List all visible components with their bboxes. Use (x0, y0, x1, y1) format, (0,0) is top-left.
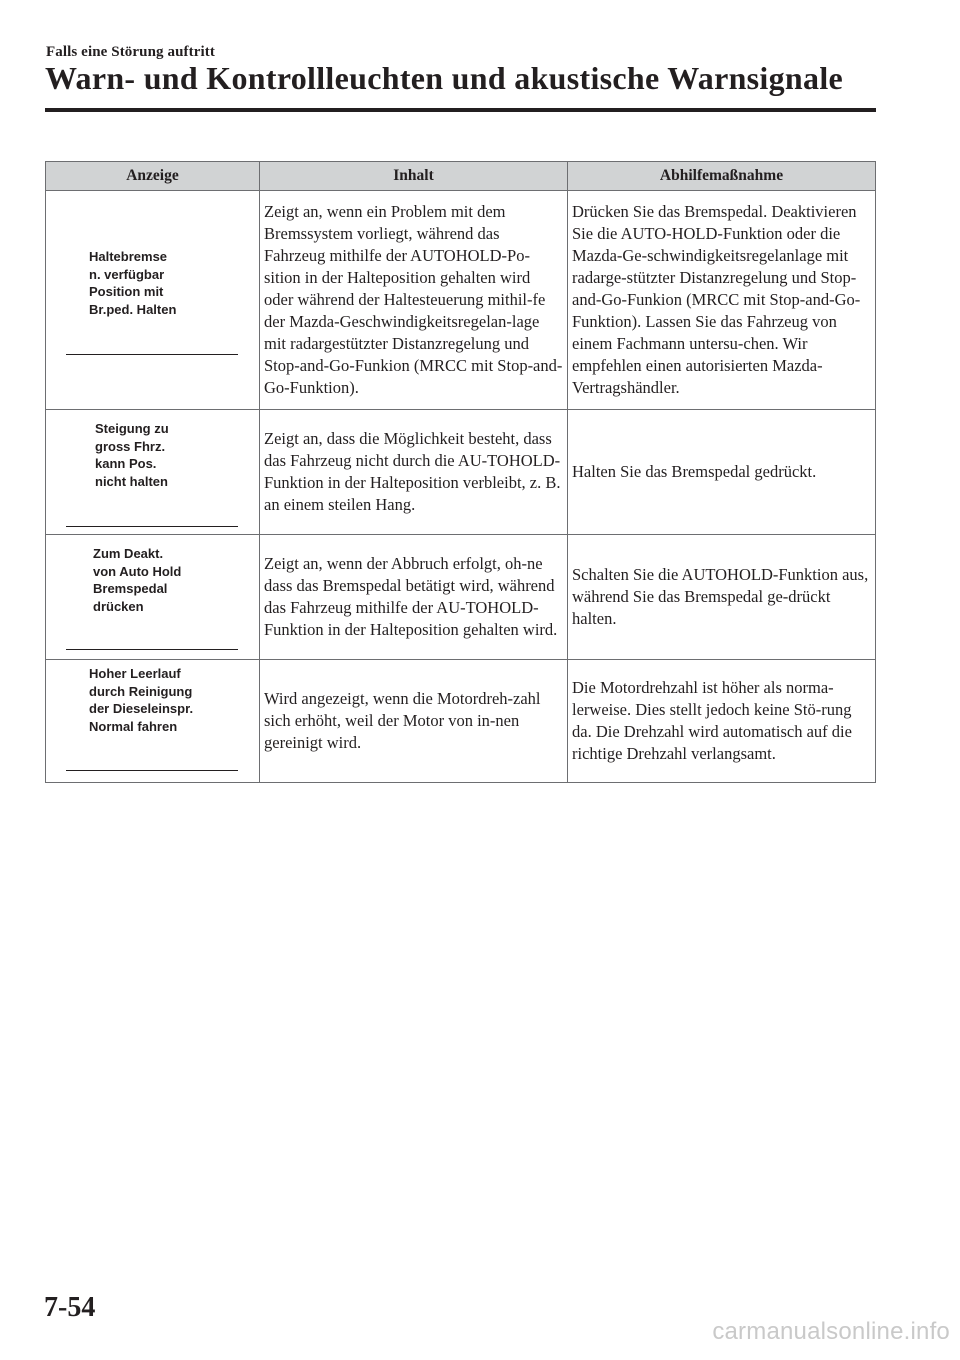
display-message (93, 545, 181, 615)
section-label: Falls eine Störung auftritt (46, 44, 215, 60)
display-cell (46, 410, 260, 535)
display-message-line: drücken (93, 598, 144, 614)
display-message-line: Haltebremse (89, 249, 168, 264)
display-message-line: durch Reinigung (89, 683, 193, 699)
content-cell: Zeigt an, wenn ein Problem mit dem Bremssystem vorliegt, während das Fahrzeug mithilfe der AUTOHOLD-Po-sition in der Halteposition gehalten wird oder während der Haltesteuerung mithil-fe der Mazda-Geschwindigkeitsregelan-lage mit radargestützter Distanzregelung und Stop-and-Go-Funkion (MRCC mit Stop-and-Go-Funktion). (260, 191, 568, 410)
display-message-line: der Dieseleinspr. (89, 701, 194, 716)
display-underline (66, 526, 238, 527)
display-message (89, 665, 193, 735)
display-message-line: Hoher Leerlauf (89, 666, 181, 681)
column-header-anzeige: Anzeige (46, 162, 260, 191)
watermark: carmanualsonline.info (712, 1318, 950, 1345)
remedy-cell: Drücken Sie das Bremspedal. Deaktivieren Sie die AUTO-HOLD-Funktion oder die Mazda-Ge-schwindigkeitsregelanlage mit radarge-stützter Distanzregelung und Stop-and-Go-Funkion (MRCC mit Stop-and-Go-Funktion). Lassen Sie das Fahrzeug von einem Fachmann untersu-chen. Wir empfehlen einen autorisierten Mazda-Vertragshändler. (568, 191, 876, 410)
display-message (95, 420, 169, 490)
display-message-line: gross Fhrz. (95, 438, 166, 454)
title-rule (45, 108, 876, 112)
display-message-line: kann Pos. (95, 456, 157, 471)
display-underline (66, 354, 238, 355)
warning-table (45, 161, 876, 783)
display-message-line: Normal fahren (89, 718, 178, 734)
column-header-inhalt: Inhalt (260, 162, 568, 191)
table-row (46, 535, 876, 660)
display-cell (46, 535, 260, 660)
display-underline (66, 770, 238, 771)
display-message-line: Zum Deakt. (93, 546, 164, 561)
table-row (46, 410, 876, 535)
display-underline (66, 649, 238, 650)
column-header-abhilfemassnahme: Abhilfemaßnahme (568, 162, 876, 191)
table-row (46, 191, 876, 410)
remedy-cell: Halten Sie das Bremspedal gedrückt. (568, 410, 876, 535)
display-message (89, 248, 176, 318)
display-message-line: Bremspedal (93, 581, 168, 596)
remedy-cell: Die Motordrehzahl ist höher als norma-lerweise. Dies stellt jedoch keine Stö-rung da. Die Drehzahl wird automatisch auf die richtige Drehzahl verlangsamt. (568, 660, 876, 783)
content-cell: Wird angezeigt, wenn die Motordreh-zahl sich erhöht, weil der Motor von in-nen gereinigt wird. (260, 660, 568, 783)
content-cell: Zeigt an, dass die Möglichkeit besteht, dass das Fahrzeug nicht durch die AU-TOHOLD-Funktion in der Halteposition verbleibt, z. B. an einem steilen Hang. (260, 410, 568, 535)
display-message-line: n. verfügbar (89, 266, 165, 282)
display-message-line: Position mit (89, 284, 164, 299)
remedy-cell: Schalten Sie die AUTOHOLD-Funktion aus, während Sie das Bremspedal ge-drückt halten. (568, 535, 876, 660)
page-title: Warn- und Kontrollleuchten und akustische Warnsignale (45, 60, 844, 96)
table-row (46, 660, 876, 783)
display-cell (46, 191, 260, 410)
page-number: 7-54 (44, 1292, 96, 1323)
display-message-line: Steigung zu (95, 421, 169, 436)
display-cell (46, 660, 260, 783)
content-cell: Zeigt an, wenn der Abbruch erfolgt, oh-ne dass das Bremspedal betätigt wird, während das Fahrzeug mithilfe der AU-TOHOLD-Funktion in der Halteposition gehalten wird. (260, 535, 568, 660)
display-message-line: von Auto Hold (93, 563, 182, 579)
display-message-line: Br.ped. Halten (89, 301, 177, 317)
display-message-line: nicht halten (95, 473, 168, 489)
table-header-row (46, 162, 876, 191)
